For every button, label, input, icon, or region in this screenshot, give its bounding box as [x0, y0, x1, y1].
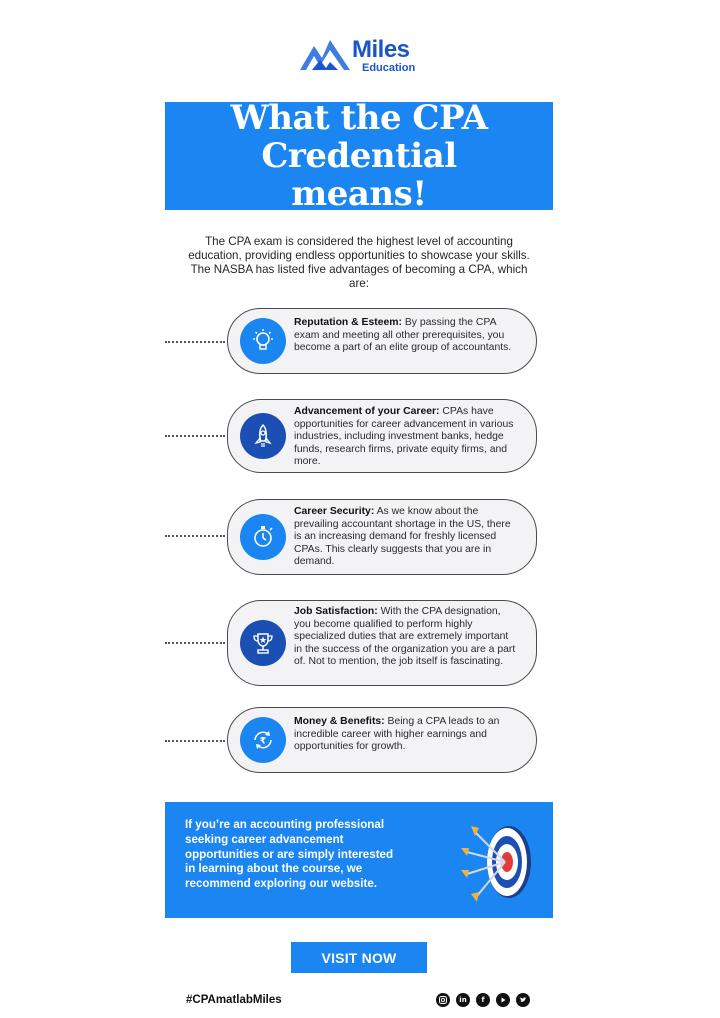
stopwatch-icon: [240, 514, 286, 560]
instagram-icon[interactable]: [436, 993, 450, 1007]
svg-text:₹: ₹: [259, 736, 267, 747]
facebook-icon[interactable]: f: [476, 993, 490, 1007]
title-banner: [165, 98, 553, 214]
lightbulb-icon: [240, 318, 286, 364]
youtube-icon[interactable]: [496, 993, 510, 1007]
advantage-row-reputation: [165, 308, 537, 374]
rocket-icon: [240, 413, 286, 459]
page-title: What the CPA Credential means!: [230, 98, 488, 214]
advantage-card: [227, 600, 537, 686]
intro-paragraph: The CPA exam is considered the highest level of accounting education, providing endless opportunities to showcase your skills. The NASBA has listed five advantages of becoming a CPA, which are:: [188, 235, 530, 290]
linkedin-icon[interactable]: in: [456, 993, 470, 1007]
rupee-cycle-icon: [240, 717, 286, 763]
dotted-connector: [165, 435, 225, 437]
advantage-text: Job Satisfaction: With the CPA designation, you become qualified to perform highly specialized duties that are extremely important in the success of the organization you are a part of. Not to mention, the job itself is fascinating.: [294, 606, 516, 668]
advantage-card: [227, 399, 537, 473]
brand-subtitle: Education: [362, 62, 416, 74]
advantage-text: Reputation & Esteem: By passing the CPA exam and meeting all other prerequisites, you become a part of an elite group of accountants.: [294, 317, 512, 354]
advantage-card: [227, 499, 537, 575]
brand-name: Miles: [352, 36, 410, 63]
advantage-text: Advancement of your Career: CPAs have opportunities for career advancement in various industries, including investment banks, hedge funds, research firms, private equity firms, and more.: [294, 406, 514, 468]
twitter-icon[interactable]: [516, 993, 530, 1007]
visit-now-button[interactable]: VISIT NOW: [291, 942, 427, 973]
dotted-connector: [165, 535, 225, 537]
advantage-row-satisfaction: [165, 600, 537, 686]
brand-logo: [300, 36, 430, 76]
hashtag: #CPAmatlabMiles: [186, 994, 282, 1006]
advantage-row-career: [165, 399, 537, 473]
trophy-icon: [240, 620, 286, 666]
mountain-logo-icon: [300, 36, 352, 72]
advantage-row-security: [165, 499, 537, 575]
dotted-connector: [165, 642, 225, 644]
advantage-text: Money & Benefits: Being a CPA leads to an incredible career with higher earnings and opportunities for growth.: [294, 716, 500, 753]
target-arrows-icon: [457, 812, 537, 910]
advantage-row-money: [165, 707, 537, 773]
dotted-connector: [165, 341, 225, 343]
cta-banner: [165, 802, 553, 918]
advantage-text: Career Security: As we know about the prevailing accountant shortage in the US, there is an increasing demand for freshly licensed CPAs. This clearly suggests that you are in demand.: [294, 506, 511, 568]
dotted-connector: [165, 740, 225, 742]
cta-text: If you’re an accounting professional seeking career advancement opportunities or are simply interested in learning about the course, we recommend exploring our website.: [185, 818, 394, 891]
advantage-card: [227, 707, 537, 773]
advantage-card: [227, 308, 537, 374]
social-links: [436, 993, 530, 1007]
